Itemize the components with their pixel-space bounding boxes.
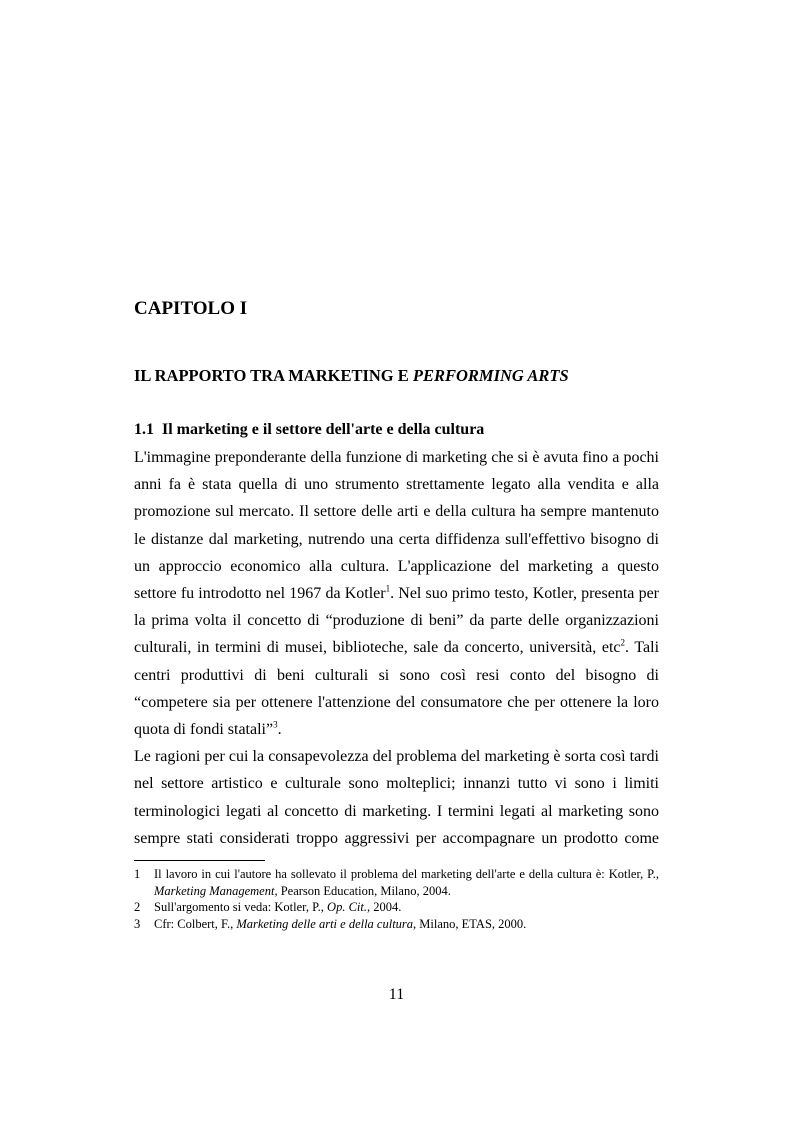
chapter-heading: CAPITOLO I — [134, 298, 248, 319]
paragraph-text: . — [277, 721, 282, 739]
section-heading — [134, 366, 569, 386]
footnote-text: Cfr: Colbert, F., — [154, 916, 237, 931]
paragraph — [134, 444, 659, 743]
footnote-italic: Marketing Management, — [154, 883, 278, 898]
footnote-text: , 2004. — [366, 900, 402, 914]
footnote-ref: 2 — [620, 638, 626, 649]
footnote-text: Pearson Education, Milano, 2004. — [277, 883, 451, 898]
section-heading-italic: PERFORMING ARTS — [412, 366, 569, 385]
section-heading-plain: IL RAPPORTO TRA MARKETING E — [134, 366, 413, 385]
footnote-text: Sull'argomento si veda: Kotler, P., — [154, 900, 328, 914]
subsection-title: Il marketing e il settore dell'arte e della cultura — [162, 421, 485, 438]
footnote-number: 3 — [134, 916, 141, 931]
footnote-ref: 1 — [385, 583, 391, 594]
subsection-heading — [134, 421, 484, 439]
footnote-italic: Marketing delle arti e della cultura — [236, 916, 414, 931]
footnote-separator — [134, 860, 265, 861]
footnote-italic: Op. Cit. — [327, 900, 367, 914]
paragraph-text: . Tali centri produttivi di beni culturali si sono così resi conto del bisogno di “competere sia per ottenere l'attenzione del consumatore che per ottenere la loro quota di fondi statali” — [134, 639, 660, 739]
body-text — [134, 444, 659, 852]
subsection-number: 1.1 — [134, 421, 154, 438]
footnote-number: 1 — [134, 867, 141, 881]
footnote-text: Il lavoro in cui l'autore ha sollevato il problema del marketing dell'arte e della cultura è: Kotler, P., — [154, 867, 659, 881]
footnote — [134, 916, 659, 933]
page-number: 11 — [388, 986, 405, 1003]
footnote-ref: 3 — [273, 719, 278, 730]
paragraph: Le ragioni per cui la consapevolezza del problema del marketing è sorta così tardi nel settore artistico e culturale sono molteplici; innanzi tutto vi sono i limiti terminologici legati al concetto di marketing. I termini legati al marketing sono sempre stati considerati troppo aggressivi per accompagnare un prodotto come — [134, 748, 659, 847]
footnote — [134, 899, 659, 916]
paragraph-text: L'immagine preponderante della funzione di marketing che si è avuta fino a pochi anni fa è stata quella di uno strumento strettamente legato alla vendita e alla promozione sul mercato. Il settore delle arti e della cultura ha sempre mantenuto le distanze dal marketing, nutrendo una certa diffidenza sull'effettivo bisogno di un approccio economico alla cultura. L'applicazione del marketing a questo settore fu introdotto nel 1967 da Kotler — [134, 449, 659, 603]
footnotes — [134, 866, 659, 932]
paragraph-text: . Nel suo primo testo, Kotler, presenta per la prima volta il concetto di “produzione di beni” da parte delle organizzazioni culturali, in termini di musei, biblioteche, sale da concerto, università, etc — [134, 585, 660, 657]
footnote-text: , Milano, ETAS, 2000. — [413, 916, 527, 931]
footnote-number: 2 — [134, 900, 141, 914]
footnote — [134, 866, 659, 899]
